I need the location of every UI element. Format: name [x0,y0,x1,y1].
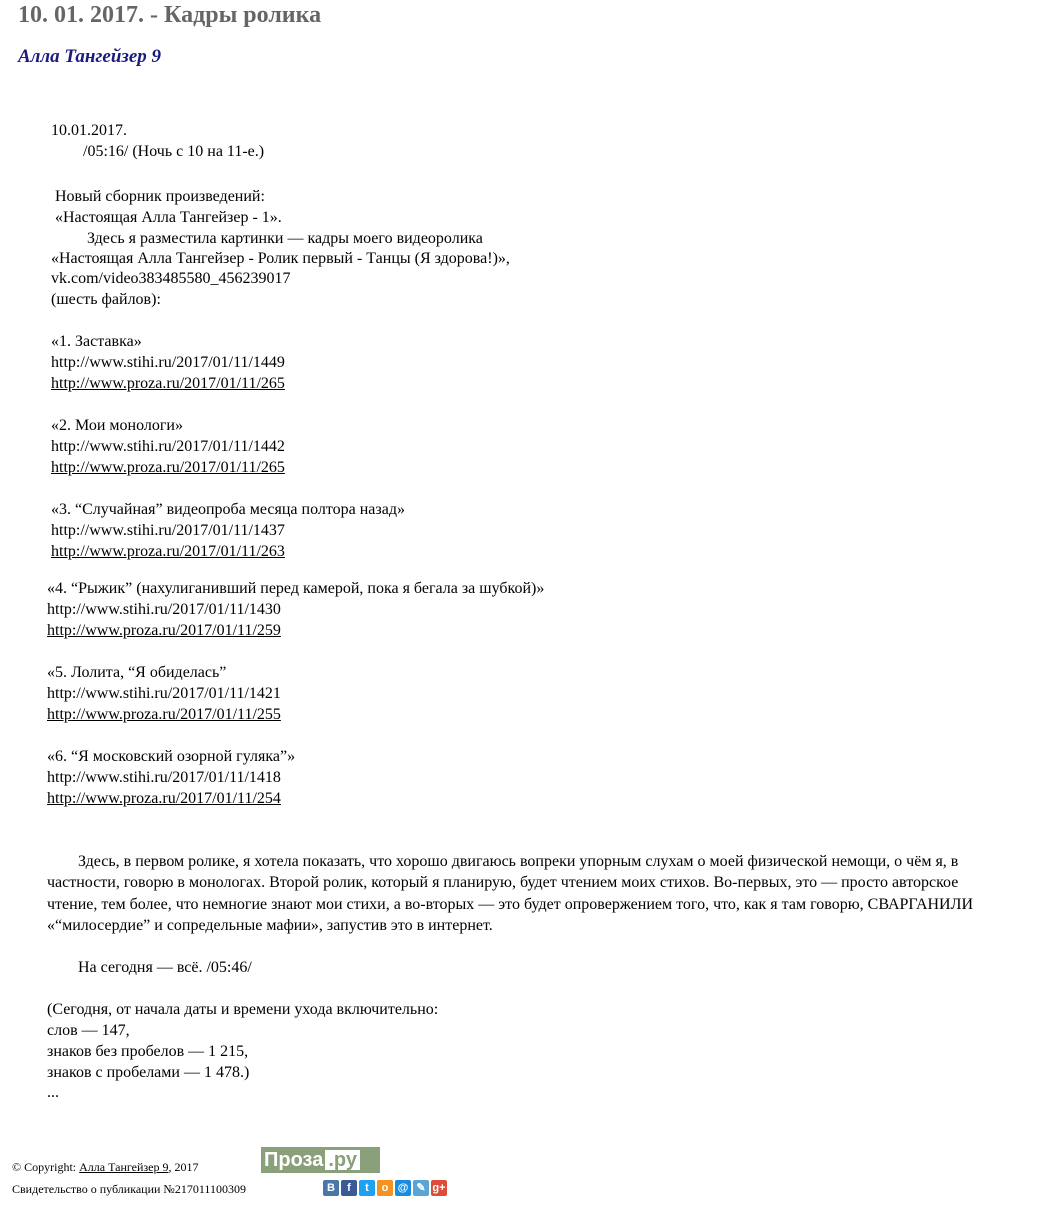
proza-link[interactable]: http://www.proza.ru/2017/01/11/255 [47,706,281,723]
proza-link[interactable]: http://www.proza.ru/2017/01/11/259 [47,622,281,639]
stihi-url: http://www.stihi.ru/2017/01/11/1442 [51,438,285,455]
copyright [12,1160,198,1174]
intro-line: Здесь я разместила картинки — кадры моего видеоролика [87,230,483,247]
proza-link[interactable]: http://www.proza.ru/2017/01/11/254 [47,790,281,807]
facebook-icon[interactable]: f [341,1180,357,1196]
copyright-year: , 2017 [168,1160,199,1174]
stats-line: знаков с пробелами — 1 478.) [47,1064,250,1081]
intro-line: «Настоящая Алла Тангейзер - Ролик первый - Танцы (Я здорова!)», [51,250,510,267]
intro-line: vk.com/video383485580_456239017 [51,270,291,287]
page-title: 10. 01. 2017. - Кадры ролика [18,2,322,28]
entry-time: /05:16/ (Ночь с 10 на 11-е.) [83,143,265,160]
closing-line: На сегодня — всё. /05:46/ [78,959,252,976]
intro-line: «Настоящая Алла Тангейзер - 1». [55,209,282,226]
googleplus-icon[interactable]: g+ [432,1182,446,1194]
intro-line: (шесть файлов): [51,291,161,308]
stihi-url: http://www.stihi.ru/2017/01/11/1418 [47,769,281,786]
file-title: «6. “Я московский озорной гуляка”» [47,748,296,765]
stihi-url: http://www.stihi.ru/2017/01/11/1449 [51,354,285,371]
proza-link[interactable]: http://www.proza.ru/2017/01/11/265 [51,375,285,392]
stihi-url: http://www.stihi.ru/2017/01/11/1421 [47,685,281,702]
livejournal-icon[interactable]: ✎ [413,1180,429,1196]
stats-line: (Сегодня, от начала даты и времени ухода включительно: [47,1001,439,1018]
entry-date: 10.01.2017. [51,122,127,139]
logo-main: Проза [264,1149,324,1171]
stihi-url: http://www.stihi.ru/2017/01/11/1430 [47,601,281,618]
body-paragraph: Здесь, в первом ролике, я хотела показать, что хорошо двигаюсь вопреки упорным слухам о моей физической немощи, о чём я, в частности, говорю в монологах. Второй ролик, который я планирую, будет чтением моих стихов. Во-первых, это — просто авторское чтение, тем более, что немногие знают мои стихи, а во-вторых — это будет опровержением того, что, как я там говорю, СВАРГАНИЛИ «“милосердие” и сопредельные мафии», запустив это в интернет. [47,853,974,934]
proza-logo[interactable] [261,1147,380,1173]
file-title: «4. “Рыжик” (нахулиганивший перед камерой, пока я бегала за шубкой)» [47,580,545,597]
vk-icon[interactable]: В [323,1180,339,1196]
author-link[interactable]: Алла Тангейзер 9 [18,46,162,67]
proza-link[interactable]: http://www.proza.ru/2017/01/11/263 [51,543,285,560]
mailru-icon[interactable]: @ [395,1180,411,1196]
odnoklassniki-icon[interactable]: о [377,1180,393,1196]
stihi-url: http://www.stihi.ru/2017/01/11/1437 [51,522,285,539]
file-title: «3. “Случайная” видеопроба месяца полтора назад» [51,501,405,518]
copyright-prefix: © Copyright: [12,1160,77,1174]
copyright-author-link[interactable]: Алла Тангейзер 9 [79,1160,169,1174]
stats-line: слов — 147, [47,1022,130,1039]
file-title: «5. Лолита, “Я обиделась” [47,664,227,681]
stats-line: ... [47,1084,59,1101]
intro-line: Новый сборник произведений: [55,188,265,205]
twitter-icon[interactable]: t [359,1180,375,1196]
proza-link[interactable]: http://www.proza.ru/2017/01/11/265 [51,459,285,476]
file-title: «2. Мои монологи» [51,417,183,434]
stats-line: знаков без пробелов — 1 215, [47,1043,249,1060]
file-title: «1. Заставка» [51,333,142,350]
logo-suffix: .ру [325,1150,360,1170]
certificate: Свидетельство о публикации №217011100309 [12,1182,246,1196]
